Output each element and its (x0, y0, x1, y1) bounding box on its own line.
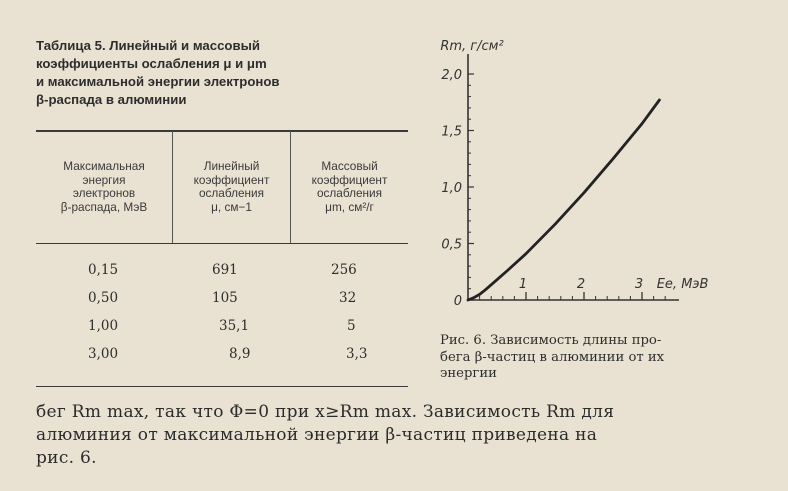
x-tick-label: 1 (518, 277, 528, 292)
range-energy-figure (420, 30, 750, 320)
energy-cell: 0,50 (88, 290, 119, 306)
table-caption-line: β-распада в алюминии (36, 92, 187, 107)
table-header-rule (36, 243, 408, 244)
mass-coefficient-cell: 5 (347, 318, 356, 334)
x-tick-label: 3 (634, 277, 644, 292)
table-header-mass-coefficient: Массовый коэффициент ослабления μm, см²/г (311, 159, 388, 214)
range-curve (468, 100, 659, 300)
linear-coefficient-cell: 105 (212, 290, 238, 306)
table-row (0, 262, 420, 282)
y-tick-label: 1,0 (441, 181, 462, 196)
table-caption-line: Таблица 5. Линейный и массовый (36, 38, 260, 53)
y-tick-label: 0,5 (441, 237, 462, 253)
table-header-linear-coefficient: Линейный коэффициент ослабления μ, см−1 (193, 159, 270, 214)
table-caption (36, 37, 356, 109)
mass-coefficient-cell: 3,3 (346, 346, 368, 362)
y-tick-label: 2,0 (441, 68, 462, 83)
body-paragraph (36, 401, 756, 470)
figure-caption-line: Рис. 6. Зависимость длины про- (440, 333, 662, 348)
mass-coefficient-cell: 256 (331, 262, 357, 278)
mass-coefficient-cell: 32 (339, 290, 357, 306)
x-axis-label: Ee, МэВ (656, 277, 709, 292)
table-row (0, 346, 420, 366)
figure-caption-line: энергии (440, 366, 497, 381)
linear-coefficient-cell: 691 (212, 262, 238, 278)
table-header-energy: Максимальная энергия электронов β-распада, МэВ (60, 159, 148, 214)
linear-coefficient-cell: 8,9 (229, 346, 251, 362)
range-energy-chart (420, 30, 750, 320)
table-top-rule (36, 130, 408, 132)
linear-coefficient-cell: 35,1 (219, 318, 250, 334)
y-tick-label: 1,5 (441, 124, 462, 140)
energy-cell: 1,00 (88, 318, 119, 334)
table-bottom-rule (36, 386, 408, 387)
table-caption-line: коэффициенты ослабления μ и μm (36, 56, 267, 71)
energy-cell: 3,00 (88, 346, 119, 362)
energy-cell: 0,15 (88, 262, 119, 278)
y-axis-label: Rm, г/см² (440, 39, 504, 54)
table-row (0, 290, 420, 310)
x-tick-label: 2 (576, 277, 586, 292)
figure-caption (440, 333, 740, 383)
figure-caption-line: бега β-частиц в алюминии от их (440, 349, 665, 365)
body-text-line: бег Rm max, так что Φ=0 при x≥Rm max. Зависимость Rm для (36, 402, 615, 422)
body-text-line: рис. 6. (36, 448, 97, 468)
body-text-line: алюминия от максимальной энергии β-частиц приведена на (36, 425, 598, 445)
y-tick-label: 0 (453, 294, 462, 309)
table-caption-line: и максимальной энергии электронов (36, 74, 280, 89)
table-row (0, 318, 420, 338)
